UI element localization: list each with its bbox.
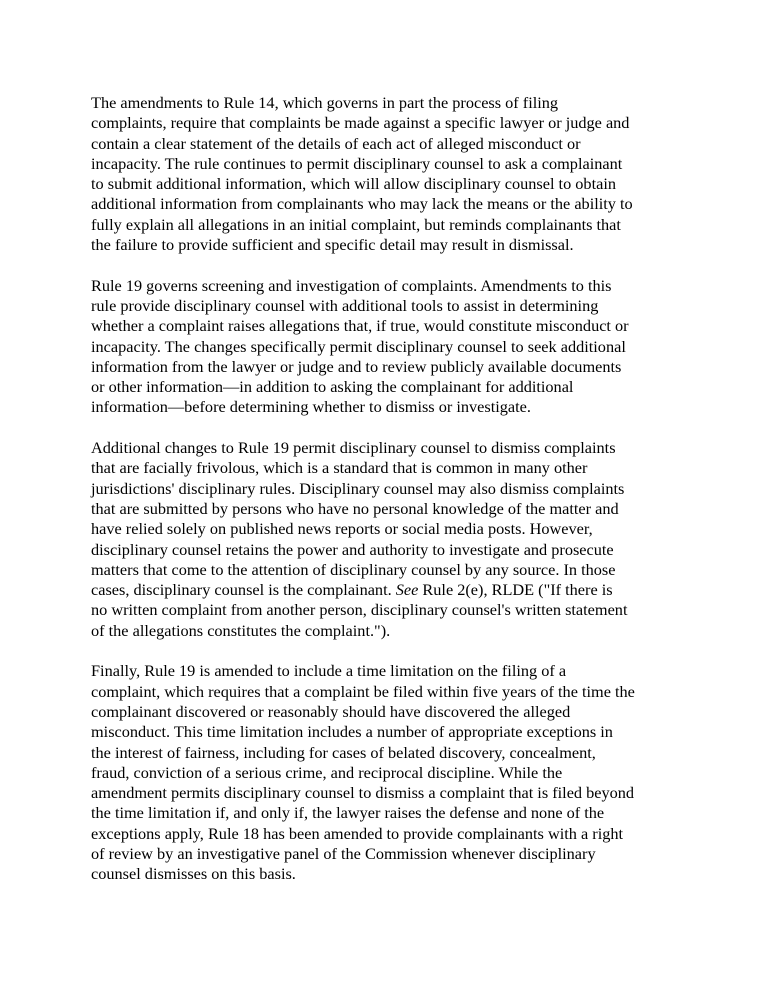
text-line: matters that come to the attention of disciplinary counsel by any source. In those <box>91 559 616 579</box>
text-line-citation <box>91 580 691 600</box>
text-line: or other information—in addition to asking the complainant for additional <box>91 377 574 397</box>
text-line: exceptions apply, Rule 18 has been amended to provide complainants with a right <box>91 823 624 843</box>
text-segment: Rule 2(e), RLDE ("If there is <box>418 580 613 600</box>
text-line: jurisdictions' disciplinary rules. Disciplinary counsel may also dismiss complaints <box>91 478 625 498</box>
text-line: complaints, require that complaints be made against a specific lawyer or judge and <box>91 113 630 133</box>
text-line: Rule 19 governs screening and investigation of complaints. Amendments to this <box>91 275 612 295</box>
text-line: rule provide disciplinary counsel with additional tools to assist in determining <box>91 295 599 315</box>
text-line: that are submitted by persons who have no personal knowledge of the matter and <box>91 498 619 518</box>
text-line: amendment permits disciplinary counsel to dismiss a complaint that is filed beyond <box>91 783 635 803</box>
text-line: whether a complaint raises allegations that, if true, would constitute misconduct or <box>91 316 629 336</box>
text-line: incapacity. The rule continues to permit disciplinary counsel to ask a complainant <box>91 153 623 173</box>
text-line: fraud, conviction of a serious crime, and reciprocal discipline. While the <box>91 762 563 782</box>
text-line: contain a clear statement of the details of each act of alleged misconduct or <box>91 133 581 153</box>
text-line: that are facially frivolous, which is a standard that is common in many other <box>91 458 588 478</box>
text-line: of review by an investigative panel of the Commission whenever disciplinary <box>91 843 596 863</box>
text-line: of the allegations constitutes the complaint."). <box>91 620 391 640</box>
text-line: disciplinary counsel retains the power and authority to investigate and prosecute <box>91 539 614 559</box>
text-line: counsel dismisses on this basis. <box>91 864 296 884</box>
text-line: The amendments to Rule 14, which governs in part the process of filing <box>91 93 559 112</box>
paragraph-rule-19-screening <box>91 276 691 418</box>
text-line: misconduct. This time limitation includes a number of appropriate exceptions in <box>91 722 613 742</box>
text-line: complainant discovered or reasonably should have discovered the alleged <box>91 701 571 721</box>
text-line: have relied solely on published news reports or social media posts. However, <box>91 519 593 539</box>
text-line: fully explain all allegations in an initial complaint, but reminds complainants that <box>91 214 621 234</box>
text-line: no written complaint from another person, disciplinary counsel's written statement <box>91 600 628 620</box>
text-line: information from the lawyer or judge and to review publicly available documents <box>91 356 622 376</box>
text-line: incapacity. The changes specifically permit disciplinary counsel to seek additional <box>91 336 626 356</box>
text-line: additional information from complainants who may lack the means or the ability to <box>91 194 633 214</box>
text-line: Finally, Rule 19 is amended to include a time limitation on the filing of a <box>91 661 567 681</box>
text-line: the failure to provide sufficient and specific detail may result in dismissal. <box>91 235 574 255</box>
paragraph-rule-19-dismissal <box>91 438 691 641</box>
citation-signal: See <box>395 580 419 600</box>
paragraph-rule-14 <box>91 93 691 255</box>
text-line: the time limitation if, and only if, the lawyer raises the defense and none of the <box>91 803 605 823</box>
text-line: Additional changes to Rule 19 permit disciplinary counsel to dismiss complaints <box>91 438 616 458</box>
document-page <box>91 93 691 905</box>
text-line: information—before determining whether to dismiss or investigate. <box>91 397 531 417</box>
text-line: to submit additional information, which will allow disciplinary counsel to obtain <box>91 174 616 194</box>
text-line: the interest of fairness, including for cases of belated discovery, concealment, <box>91 742 596 762</box>
text-line: complaint, which requires that a complaint be filed within five years of the time the <box>91 681 635 701</box>
paragraph-time-limitation <box>91 661 691 884</box>
text-segment: cases, disciplinary counsel is the complainant. <box>91 580 396 600</box>
